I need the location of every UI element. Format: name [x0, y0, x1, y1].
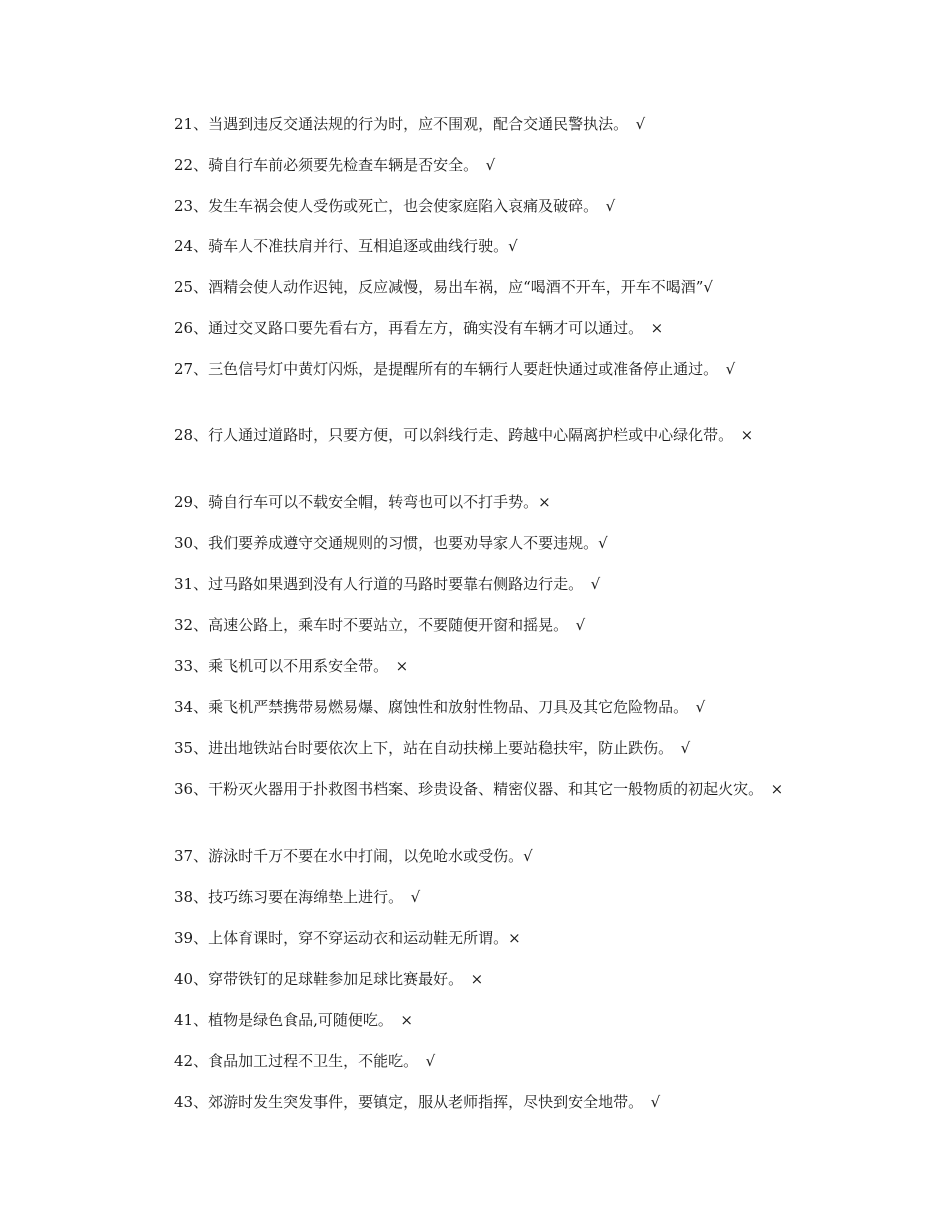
question-item-23: 23、发生车祸会使人受伤或死亡，也会使家庭陷入哀痛及破碎。 √ — [174, 197, 616, 215]
question-item-27: 27、三色信号灯中黄灯闪烁，是提醒所有的车辆行人要赶快通过或准备停止通过。 √ — [174, 360, 736, 378]
question-item-29: 29、骑自行车可以不载安全帽，转弯也可以不打手势。× — [174, 493, 551, 511]
question-item-39: 39、上体育课时，穿不穿运动衣和运动鞋无所谓。× — [174, 929, 521, 947]
question-item-21: 21、当遇到违反交通法规的行为时，应不围观，配合交通民警执法。 √ — [174, 115, 646, 133]
question-item-41: 41、植物是绿色食品,可随便吃。 × — [174, 1011, 413, 1029]
question-item-38: 38、技巧练习要在海绵垫上进行。 √ — [174, 888, 421, 906]
question-item-25: 25、酒精会使人动作迟钝，反应减慢，易出车祸，应“喝酒不开车，开车不喝酒”√ — [174, 278, 713, 296]
question-item-37: 37、游泳时千万不要在水中打闹，以免呛水或受伤。√ — [174, 847, 533, 865]
question-item-32: 32、高速公路上，乘车时不要站立，不要随便开窗和摇晃。 √ — [174, 616, 586, 634]
question-item-30: 30、我们要养成遵守交通规则的习惯，也要劝导家人不要违规。√ — [174, 534, 608, 552]
question-item-42: 42、食品加工过程不卫生，不能吃。 √ — [174, 1052, 436, 1070]
question-item-34: 34、乘飞机严禁携带易燃易爆、腐蚀性和放射性物品、刀具及其它危险物品。 √ — [174, 698, 706, 716]
question-item-28: 28、行人通过道路时，只要方便，可以斜线行走、跨越中心隔离护栏或中心绿化带。 × — [174, 426, 754, 444]
question-item-33: 33、乘飞机可以不用系安全带。 × — [174, 657, 409, 675]
question-item-36: 36、干粉灭火器用于扑救图书档案、珍贵设备、精密仪器、和其它一般物质的初起火灾。 × — [174, 780, 784, 798]
question-item-22: 22、骑自行车前必须要先检查车辆是否安全。 √ — [174, 156, 496, 174]
question-item-24: 24、骑车人不准扶肩并行、互相追逐或曲线行驶。√ — [174, 237, 518, 255]
question-item-31: 31、过马路如果遇到没有人行道的马路时要靠右侧路边行走。 √ — [174, 575, 601, 593]
question-item-35: 35、进出地铁站台时要依次上下，站在自动扶梯上要站稳扶牢，防止跌伤。 √ — [174, 739, 691, 757]
question-item-43: 43、郊游时发生突发事件，要镇定，服从老师指挥，尽快到安全地带。 √ — [174, 1093, 661, 1111]
question-item-26: 26、通过交叉路口要先看右方，再看左方，确实没有车辆才可以通过。 × — [174, 319, 664, 337]
question-item-40: 40、穿带铁钉的足球鞋参加足球比赛最好。 × — [174, 970, 484, 988]
